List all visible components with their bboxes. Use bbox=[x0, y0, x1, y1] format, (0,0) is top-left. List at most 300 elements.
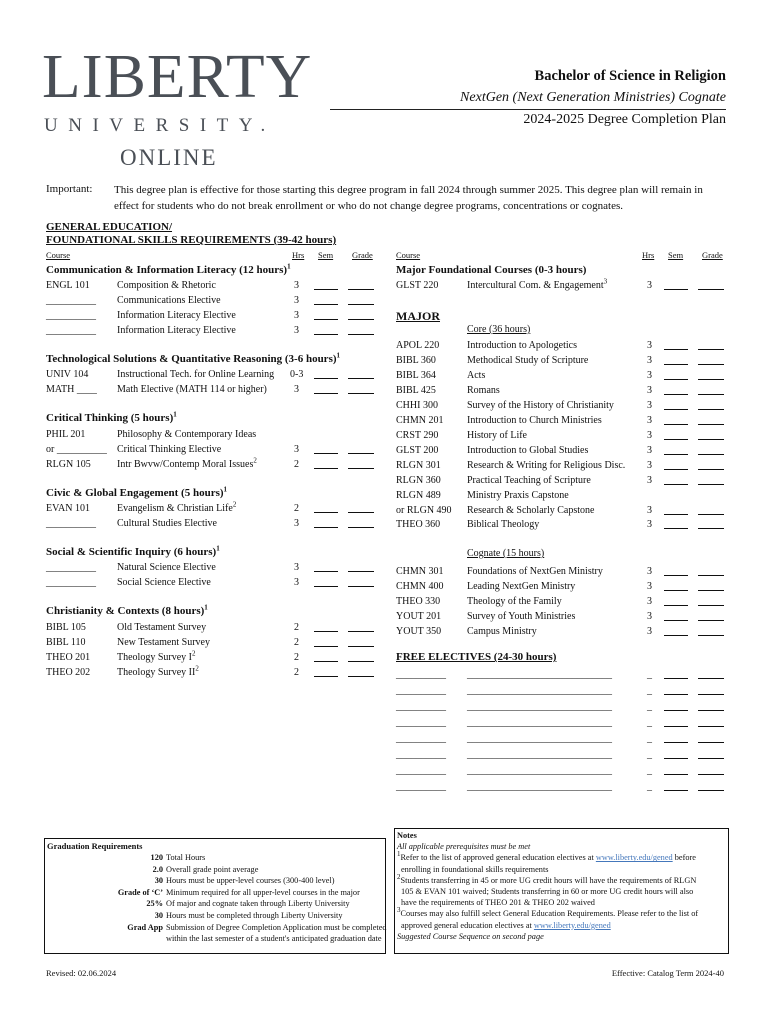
course-hours: 3 bbox=[647, 280, 652, 291]
course-grade-blank[interactable] bbox=[698, 370, 724, 380]
grad-req-text: Hours must be upper-level courses (300-400 level) bbox=[166, 876, 335, 886]
course-code: RLGN 489 bbox=[396, 490, 441, 501]
elective-code-blank[interactable]: __________ bbox=[396, 781, 446, 792]
crit-heading bbox=[46, 412, 177, 424]
grad-req-key: 25% bbox=[146, 899, 163, 909]
course-name bbox=[467, 581, 575, 592]
course-grade-blank[interactable] bbox=[698, 596, 724, 606]
course-sem-blank[interactable] bbox=[664, 340, 688, 350]
elective-sem-blank[interactable] bbox=[664, 717, 688, 727]
elective-grade-blank[interactable] bbox=[698, 717, 724, 727]
social-heading-footnote: 1 bbox=[216, 544, 220, 553]
course-name-text: History of Life bbox=[467, 430, 527, 441]
course-name-text: Research & Scholarly Capstone bbox=[467, 505, 595, 516]
course-name-text: Social Science Elective bbox=[117, 577, 211, 588]
civic-heading bbox=[46, 487, 227, 499]
social-heading bbox=[46, 546, 220, 558]
course-name-text: Composition & Rhetoric bbox=[117, 280, 216, 291]
course-name bbox=[467, 277, 608, 291]
elective-name-blank[interactable]: _____________________________ bbox=[467, 749, 612, 760]
grad-title: Graduation Requirements bbox=[47, 841, 143, 851]
course-name bbox=[467, 430, 527, 441]
elective-grade-blank[interactable] bbox=[698, 669, 724, 679]
elective-sem-blank[interactable] bbox=[664, 669, 688, 679]
course-sem-blank[interactable] bbox=[314, 562, 338, 572]
course-name bbox=[467, 340, 577, 351]
elective-hours-blank[interactable]: _ bbox=[647, 781, 652, 792]
course-name-text: Information Literacy Elective bbox=[117, 310, 236, 321]
course-grade-blank[interactable] bbox=[348, 310, 374, 320]
course-name-text: Introduction to Global Studies bbox=[467, 445, 589, 456]
crit2-sem-blank[interactable] bbox=[314, 459, 338, 469]
course-footnote: 3 bbox=[603, 277, 608, 286]
course-code: CHMN 201 bbox=[396, 415, 444, 426]
course-code: BIBL 425 bbox=[396, 385, 436, 396]
elective-hours-blank[interactable]: _ bbox=[647, 733, 652, 744]
course-hours: 3 bbox=[294, 295, 299, 306]
course-code: BIBL 364 bbox=[396, 370, 436, 381]
course-hours: 3 bbox=[294, 310, 299, 321]
course-sem-blank[interactable] bbox=[664, 430, 688, 440]
course-name-text: Theology Survey II bbox=[117, 667, 196, 678]
course-sem-blank[interactable] bbox=[664, 596, 688, 606]
grad-req-text: Hours must be completed through Liberty University bbox=[166, 911, 343, 920]
elective-sem-blank[interactable] bbox=[664, 781, 688, 791]
course-footnote: 2 bbox=[232, 500, 237, 509]
note-2-cont-2: have the requirements of THEO 201 & THEO 202 waived bbox=[401, 898, 595, 908]
course-code: GLST 200 bbox=[396, 445, 439, 456]
elective-name-blank[interactable]: _____________________________ bbox=[467, 669, 612, 680]
course-sem-blank[interactable] bbox=[664, 581, 688, 591]
course-grade-blank[interactable] bbox=[348, 369, 374, 379]
course-hours: 2 bbox=[294, 667, 299, 678]
col-course: Course bbox=[46, 250, 71, 260]
elective-sem-blank[interactable] bbox=[664, 733, 688, 743]
course-code: CHHI 300 bbox=[396, 400, 438, 411]
course-sem-blank[interactable] bbox=[664, 611, 688, 621]
course-hours: 3 bbox=[647, 475, 652, 486]
elective-hours-blank[interactable]: _ bbox=[647, 685, 652, 696]
course-code: __________ bbox=[46, 562, 96, 573]
course-sem-blank[interactable] bbox=[314, 295, 338, 305]
right-col-course: Course bbox=[396, 250, 421, 260]
mfc-heading bbox=[396, 264, 586, 276]
course-sem-blank[interactable] bbox=[314, 325, 338, 335]
elective-name-blank[interactable]: _____________________________ bbox=[467, 717, 612, 728]
course-name-text: Intercultural Com. & Engagement bbox=[467, 280, 604, 291]
course-sem-blank[interactable] bbox=[664, 385, 688, 395]
course-code: __________ bbox=[46, 577, 96, 588]
grad-req-text: within the last semester of a student's anticipated graduation date bbox=[166, 934, 382, 944]
elective-sem-blank[interactable] bbox=[664, 765, 688, 775]
course-name bbox=[467, 385, 500, 396]
course-sem-blank[interactable] bbox=[314, 622, 338, 632]
course-name bbox=[117, 369, 274, 380]
elective-code-blank[interactable]: __________ bbox=[396, 669, 446, 680]
course-code: MATH ____ bbox=[46, 384, 97, 395]
course-name-text: Old Testament Survey bbox=[117, 622, 207, 633]
course-code: RLGN 360 bbox=[396, 475, 441, 486]
course-sem-blank[interactable] bbox=[664, 355, 688, 365]
course-grade-blank[interactable] bbox=[698, 430, 724, 440]
course-name bbox=[117, 622, 206, 633]
course-hours: 3 bbox=[647, 415, 652, 426]
course-name bbox=[117, 456, 257, 470]
course-footnote: 2 bbox=[192, 649, 196, 658]
gen-ed-title-2: FOUNDATIONAL SKILLS REQUIREMENTS (39-42 hours) bbox=[46, 234, 337, 246]
course-code: __________ bbox=[46, 295, 96, 306]
course-hours: 3 bbox=[294, 325, 299, 336]
course-hours: 3 bbox=[647, 370, 652, 381]
course-name-text: Math Elective (MATH 114 or higher) bbox=[117, 384, 267, 395]
crit-heading-text: Critical Thinking (5 hours) bbox=[46, 412, 174, 424]
course-sem-blank[interactable] bbox=[314, 384, 338, 394]
course-sem-blank[interactable] bbox=[314, 637, 338, 647]
course-hours: 3 bbox=[294, 577, 299, 588]
cognate-title: NextGen (Next Generation Ministries) Cognate bbox=[460, 90, 726, 105]
course-grade-blank[interactable] bbox=[698, 355, 724, 365]
notes-box bbox=[394, 828, 729, 954]
course-code: BIBL 105 bbox=[46, 622, 86, 633]
course-grade-blank[interactable] bbox=[698, 626, 724, 636]
course-hours: 3 bbox=[647, 519, 652, 530]
course-sem-blank[interactable] bbox=[314, 518, 338, 528]
logo-liberty: LIBERTY bbox=[42, 43, 313, 111]
course-hours: 3 bbox=[294, 444, 299, 455]
mfc-grade-blank[interactable] bbox=[698, 280, 724, 290]
course-code: THEO 330 bbox=[396, 596, 441, 607]
note-3: $^3$Courses may also fulfill select General Education Requirements. Please refer to the list of bbox=[397, 906, 699, 919]
course-name-text: Theology of the Family bbox=[467, 596, 562, 607]
civic-heading-footnote: 1 bbox=[223, 485, 228, 494]
course-name-text: Evangelism & Christian Life bbox=[117, 503, 233, 514]
notes-prereq: All applicable prerequisites must be met bbox=[397, 842, 531, 852]
grad-req-key: 30 bbox=[154, 876, 163, 886]
course-name-text: Foundations of NextGen Ministry bbox=[467, 566, 603, 577]
right-col-sem: Sem bbox=[668, 250, 684, 260]
course-name-text: Biblical Theology bbox=[467, 519, 540, 530]
course-hours: 3 bbox=[647, 611, 652, 622]
course-grade-blank[interactable] bbox=[698, 581, 724, 591]
header-rule bbox=[330, 109, 726, 110]
course-sem-blank[interactable] bbox=[664, 445, 688, 455]
crit-sem-blank[interactable] bbox=[314, 444, 338, 454]
course-code: GLST 220 bbox=[396, 280, 439, 291]
elective-grade-blank[interactable] bbox=[698, 685, 724, 695]
elective-code-blank[interactable]: __________ bbox=[396, 733, 446, 744]
course-code: UNIV 104 bbox=[46, 369, 89, 380]
course-sem-blank[interactable] bbox=[664, 400, 688, 410]
grad-req-text: Submission of Degree Completion Application must be completed bbox=[166, 922, 387, 932]
elective-sem-blank[interactable] bbox=[664, 685, 688, 695]
important-label: Important: bbox=[46, 183, 93, 195]
course-name bbox=[117, 637, 210, 648]
course-grade-blank[interactable] bbox=[348, 503, 374, 513]
note-3-cont: approved general education electives at www.liberty.edu/gened bbox=[401, 920, 611, 930]
course-sem-blank[interactable] bbox=[664, 505, 688, 515]
course-grade-blank[interactable] bbox=[348, 577, 374, 587]
course-hours: 3 bbox=[647, 566, 652, 577]
elective-grade-blank[interactable] bbox=[698, 765, 724, 775]
course-name bbox=[467, 611, 575, 622]
gened-link[interactable]: www.liberty.edu/gened bbox=[595, 853, 673, 863]
elective-code-blank[interactable]: __________ bbox=[396, 765, 446, 776]
course-name-text: Survey of Youth Ministries bbox=[467, 611, 576, 622]
course-footnote: 2 bbox=[195, 664, 199, 673]
course-grade-blank[interactable] bbox=[698, 400, 724, 410]
course-code: or RLGN 490 bbox=[396, 505, 452, 516]
plan-title: 2024-2025 Degree Completion Plan bbox=[523, 112, 726, 127]
course-sem-blank[interactable] bbox=[314, 652, 338, 662]
course-grade-blank[interactable] bbox=[348, 667, 374, 677]
major-heading: MAJOR bbox=[396, 309, 440, 323]
course-sem-blank[interactable] bbox=[664, 475, 688, 485]
course-name-text: Theology Survey I bbox=[117, 652, 192, 663]
course-grade-blank[interactable] bbox=[698, 519, 724, 529]
course-code: __________ bbox=[46, 325, 96, 336]
cognate-heading: Cognate (15 hours) bbox=[467, 548, 545, 559]
course-name bbox=[467, 445, 588, 456]
course-code: BIBL 360 bbox=[396, 355, 436, 366]
course-sem-blank[interactable] bbox=[314, 310, 338, 320]
course-grade-blank[interactable] bbox=[698, 566, 724, 576]
free-electives-heading: FREE ELECTIVES (24-30 hours) bbox=[396, 651, 557, 663]
course-name bbox=[117, 577, 211, 588]
course-hours: 0-3 bbox=[290, 369, 304, 380]
course-name bbox=[117, 295, 221, 306]
christ-heading-footnote: 1 bbox=[204, 603, 208, 612]
note-2-cont-1: 105 & EVAN 101 waived; Students transferring in 60 or more UG credit hours will also bbox=[401, 887, 694, 897]
grad-req-key: 30 bbox=[154, 911, 163, 920]
course-hours: 3 bbox=[647, 445, 652, 456]
course-grade-blank[interactable] bbox=[348, 295, 374, 305]
course-name bbox=[467, 505, 594, 516]
right-col-hrs: Hrs bbox=[642, 250, 655, 260]
christ-heading-text: Christianity & Contexts (8 hours) bbox=[46, 605, 205, 617]
grad-req-text: Minimum required for all upper-level courses in the major bbox=[166, 887, 360, 897]
course-name-text: Research & Writing for Religious Disc. bbox=[467, 460, 626, 471]
course-name bbox=[117, 325, 236, 336]
course-sem-blank[interactable] bbox=[314, 667, 338, 677]
course-code: __________ bbox=[46, 310, 96, 321]
course-sem-blank[interactable] bbox=[314, 503, 338, 513]
course-grade-blank[interactable] bbox=[348, 652, 374, 662]
course-hours: 3 bbox=[647, 460, 652, 471]
mfc-heading-text: Major Foundational Courses (0-3 hours) bbox=[396, 264, 587, 276]
elective-hours-blank[interactable]: _ bbox=[647, 765, 652, 776]
course-code: __________ bbox=[46, 518, 96, 529]
course-code: THEO 201 bbox=[46, 652, 91, 663]
course-name-text: Survey of the History of Christianity bbox=[467, 400, 614, 411]
course-name bbox=[117, 310, 236, 321]
crit2-grade-blank[interactable] bbox=[348, 459, 374, 469]
course-code: EVAN 101 bbox=[46, 503, 90, 514]
social-heading-text: Social & Scientific Inquiry (6 hours) bbox=[46, 546, 217, 558]
course-name bbox=[467, 400, 614, 411]
grad-req-text: Overall grade point average bbox=[166, 864, 259, 874]
course-code: PHIL 201 bbox=[46, 429, 86, 440]
course-name bbox=[467, 460, 625, 471]
course-name bbox=[467, 626, 537, 637]
course-sem-blank[interactable] bbox=[664, 519, 688, 529]
course-name bbox=[467, 415, 602, 426]
course-code: RLGN 301 bbox=[396, 460, 441, 471]
course-grade-blank[interactable] bbox=[698, 340, 724, 350]
course-sem-blank[interactable] bbox=[314, 280, 338, 290]
course-hours: 2 bbox=[294, 503, 299, 514]
course-name bbox=[467, 370, 485, 381]
course-grade-blank[interactable] bbox=[698, 445, 724, 455]
course-name-text: Instructional Tech. for Online Learning bbox=[117, 369, 275, 380]
course-grade-blank[interactable] bbox=[348, 562, 374, 572]
crit-heading-footnote: 1 bbox=[173, 410, 177, 419]
course-name bbox=[117, 280, 216, 291]
grad-req-key: Grad App bbox=[127, 922, 163, 932]
elective-grade-blank[interactable] bbox=[698, 749, 724, 759]
course-grade-blank[interactable] bbox=[698, 611, 724, 621]
course-grade-blank[interactable] bbox=[348, 518, 374, 528]
elective-name-blank[interactable]: _____________________________ bbox=[467, 701, 612, 712]
degree-title: Bachelor of Science in Religion bbox=[534, 68, 726, 84]
course-code: CHMN 301 bbox=[396, 566, 444, 577]
course-grade-blank[interactable] bbox=[348, 280, 374, 290]
elective-grade-blank[interactable] bbox=[698, 781, 724, 791]
course-grade-blank[interactable] bbox=[348, 637, 374, 647]
course-name-text: Introduction to Apologetics bbox=[467, 340, 577, 351]
course-code: YOUT 350 bbox=[396, 626, 442, 637]
comm-heading-text: Communication & Information Literacy (12 hours) bbox=[46, 264, 288, 276]
course-name bbox=[117, 384, 267, 395]
course-sem-blank[interactable] bbox=[664, 566, 688, 576]
course-grade-blank[interactable] bbox=[698, 415, 724, 425]
course-hours: 3 bbox=[647, 626, 652, 637]
note-1: $^1$Refer to the list of approved general education electives at www.liberty.edu/gened before bbox=[397, 850, 696, 863]
grad-req-key: 120 bbox=[150, 853, 163, 862]
logo-online: ONLINE bbox=[120, 145, 218, 170]
course-sem-blank[interactable] bbox=[664, 460, 688, 470]
course-hours: 3 bbox=[294, 518, 299, 529]
elective-hours-blank[interactable]: _ bbox=[647, 749, 652, 760]
elective-name-blank[interactable]: _____________________________ bbox=[467, 733, 612, 744]
civic-heading-text: Civic & Global Engagement (5 hours) bbox=[46, 487, 224, 499]
course-hours: 2 bbox=[294, 459, 299, 470]
course-name: Critical Thinking Elective bbox=[117, 444, 222, 455]
elective-code-blank[interactable]: __________ bbox=[396, 685, 446, 696]
logo-university: UNIVERSITY. bbox=[44, 115, 276, 136]
tech-heading-footnote: 1 bbox=[336, 351, 341, 360]
course-code: ENGL 101 bbox=[46, 280, 90, 291]
course-footnote: 2 bbox=[253, 456, 257, 465]
course-hours: 2 bbox=[294, 652, 299, 663]
course-code: BIBL 110 bbox=[46, 637, 86, 648]
course-name bbox=[117, 664, 199, 678]
elective-name-blank[interactable]: _____________________________ bbox=[467, 765, 612, 776]
course-grade-blank[interactable] bbox=[348, 384, 374, 394]
course-code: THEO 360 bbox=[396, 519, 441, 530]
course-sem-blank[interactable] bbox=[314, 577, 338, 587]
elective-hours-blank[interactable]: _ bbox=[647, 717, 652, 728]
course-hours: 3 bbox=[647, 400, 652, 411]
elective-name-blank[interactable]: _____________________________ bbox=[467, 781, 612, 792]
course-code: YOUT 201 bbox=[396, 611, 442, 622]
course-name-text: Romans bbox=[467, 385, 500, 396]
course-name: Philosophy & Contemporary Ideas bbox=[117, 429, 257, 440]
elective-grade-blank[interactable] bbox=[698, 733, 724, 743]
course-hours: 2 bbox=[294, 622, 299, 633]
grad-req-text: Of major and cognate taken through Liberty University bbox=[166, 899, 350, 909]
course-name-text: Acts bbox=[467, 370, 486, 381]
mfc-sem-blank[interactable] bbox=[664, 280, 688, 290]
elective-hours-blank[interactable]: _ bbox=[647, 669, 652, 680]
course-name-text: Cultural Studies Elective bbox=[117, 518, 217, 529]
course-name-text: Methodical Study of Scripture bbox=[467, 355, 589, 366]
course-name bbox=[467, 490, 569, 501]
gened-link-2[interactable]: www.liberty.edu/gened bbox=[533, 920, 611, 930]
grad-req-key: 2.0 bbox=[152, 864, 163, 874]
course-name-text: Introduction to Church Ministries bbox=[467, 415, 602, 426]
elective-sem-blank[interactable] bbox=[664, 701, 688, 711]
course-grade-blank[interactable] bbox=[698, 460, 724, 470]
effective-term: Effective: Catalog Term 2024-40 bbox=[611, 968, 724, 978]
course-sem-blank[interactable] bbox=[664, 370, 688, 380]
course-grade-blank[interactable] bbox=[348, 622, 374, 632]
note-2: $^2$Students transferring in 45 or more UG credit hours will have the requirements of RLGN bbox=[397, 873, 697, 885]
course-grade-blank[interactable] bbox=[698, 475, 724, 485]
elective-hours-blank[interactable]: _ bbox=[647, 701, 652, 712]
course-name bbox=[467, 355, 588, 366]
course-sem-blank[interactable] bbox=[664, 415, 688, 425]
course-hours: 3 bbox=[294, 562, 299, 573]
core-heading: Core (36 hours) bbox=[467, 324, 531, 335]
course-name-text: Ministry Praxis Capstone bbox=[467, 490, 569, 501]
tech-heading bbox=[46, 353, 340, 365]
course-grade-blank[interactable] bbox=[698, 385, 724, 395]
course-name bbox=[467, 566, 603, 577]
notes-title: Notes bbox=[397, 831, 417, 840]
course-name bbox=[467, 475, 591, 486]
course-name bbox=[467, 519, 539, 530]
elective-code-blank[interactable]: __________ bbox=[396, 717, 446, 728]
course-name-text: Natural Science Elective bbox=[117, 562, 216, 573]
elective-sem-blank[interactable] bbox=[664, 749, 688, 759]
course-name-text: Intr Bwvw/Contemp Moral Issues bbox=[117, 459, 254, 470]
course-name-text: Practical Teaching of Scripture bbox=[467, 475, 591, 486]
elective-code-blank[interactable]: __________ bbox=[396, 701, 446, 712]
course-hours: 3 bbox=[294, 280, 299, 291]
course-sem-blank[interactable] bbox=[314, 369, 338, 379]
note-1-cont: enrolling in foundational skills requirements bbox=[401, 864, 549, 874]
tech-heading-text: Technological Solutions & Quantitative Reasoning (3-6 hours) bbox=[46, 353, 337, 365]
course-code: RLGN 105 bbox=[46, 459, 91, 470]
course-name-text: New Testament Survey bbox=[117, 637, 210, 648]
course-hours: 3 bbox=[647, 340, 652, 351]
grad-req-text: Total Hours bbox=[166, 853, 206, 862]
comm-heading bbox=[46, 264, 291, 276]
course-hours: 3 bbox=[294, 384, 299, 395]
course-name bbox=[467, 596, 562, 607]
elective-name-blank[interactable]: _____________________________ bbox=[467, 685, 612, 696]
course-sem-blank[interactable] bbox=[664, 626, 688, 636]
right-col-grade: Grade bbox=[702, 250, 723, 260]
course-grade-blank[interactable] bbox=[348, 325, 374, 335]
course-name bbox=[117, 562, 216, 573]
christ-heading bbox=[46, 605, 208, 617]
elective-code-blank[interactable]: __________ bbox=[396, 749, 446, 760]
course-hours: 2 bbox=[294, 637, 299, 648]
crit-grade-blank[interactable] bbox=[348, 444, 374, 454]
course-grade-blank[interactable] bbox=[698, 505, 724, 515]
elective-grade-blank[interactable] bbox=[698, 701, 724, 711]
